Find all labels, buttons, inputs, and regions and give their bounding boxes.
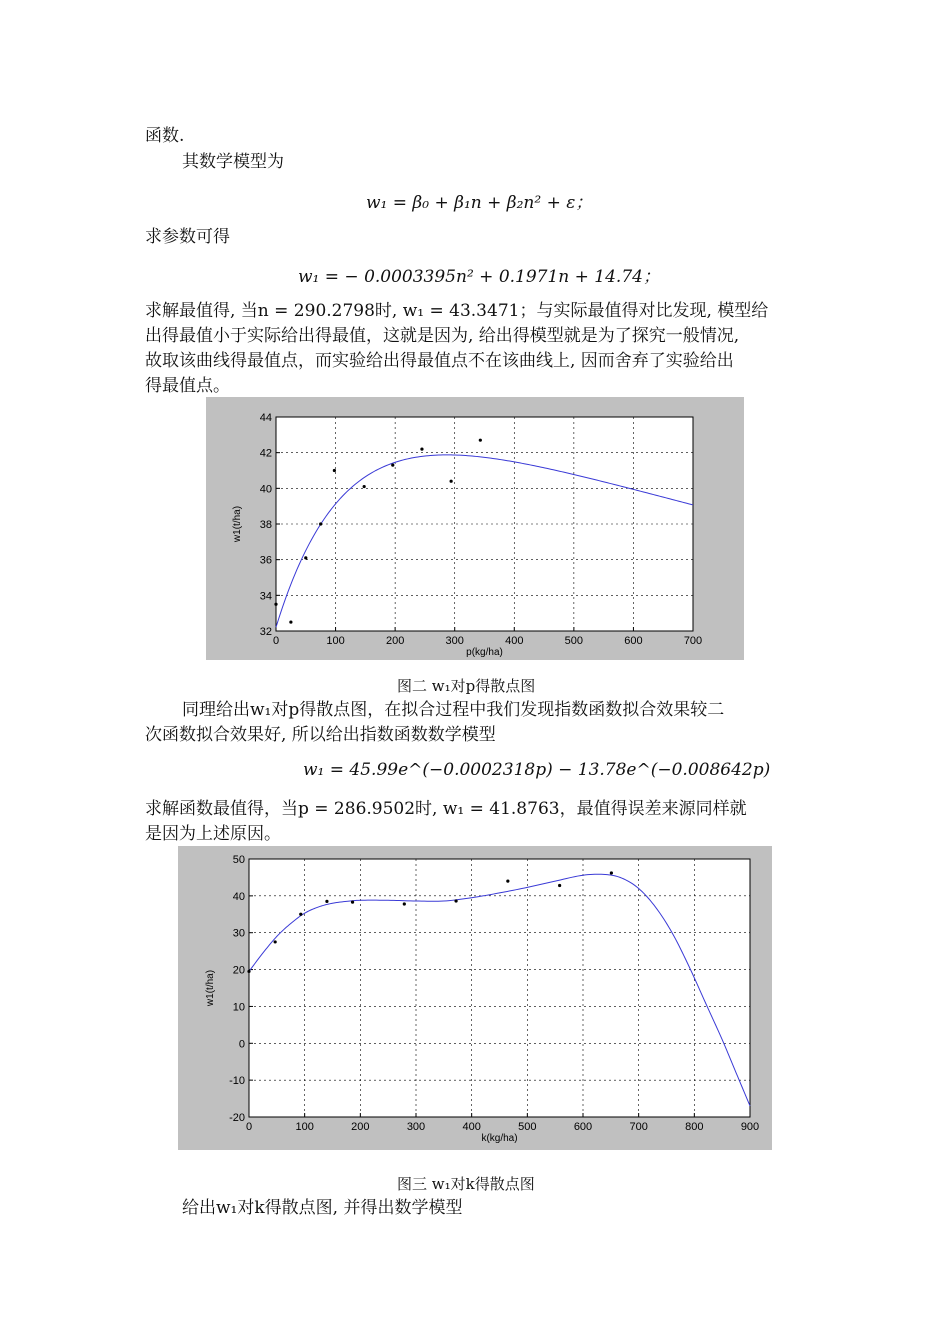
- data-point: [351, 901, 354, 904]
- figure-3-panel: [178, 846, 772, 1150]
- plot-area: [249, 859, 750, 1117]
- y-tick-label: 40: [232, 890, 245, 903]
- x-tick-label: 200: [351, 1121, 370, 1133]
- equation-exponential-model: w₁ = 45.99e^(−0.0002318p) − 13.78e^(−0.008642p): [303, 760, 771, 780]
- para-result-line-3: 故取该曲线得最值点，而实验给出得最值点不在该曲线上, 因而舍弃了实验给出: [145, 351, 734, 371]
- y-axis-label: w1(t/ha): [232, 505, 243, 543]
- y-tick-label: 42: [259, 447, 272, 460]
- para-params-intro: 求参数可得: [145, 227, 230, 247]
- data-point: [403, 902, 406, 905]
- y-tick-label: 40: [259, 483, 272, 496]
- y-tick-label: -10: [229, 1075, 245, 1088]
- data-point: [274, 940, 277, 943]
- para-function-end: 函数.: [145, 126, 185, 146]
- y-tick-label: 38: [259, 519, 272, 531]
- data-point: [454, 899, 457, 902]
- y-tick-label: 50: [232, 854, 245, 866]
- figure-2-caption: 图二 w₁对p得散点图: [397, 677, 536, 695]
- x-axis-label: k(kg/ha): [481, 1133, 518, 1144]
- x-tick-label: 400: [505, 635, 524, 647]
- x-tick-label: 300: [406, 1121, 426, 1133]
- x-tick-label: 0: [272, 635, 280, 647]
- x-tick-label: 500: [564, 635, 584, 647]
- data-point: [333, 469, 336, 472]
- y-tick-label: 20: [232, 964, 245, 977]
- data-point: [247, 970, 250, 973]
- data-point: [304, 556, 307, 559]
- y-tick-label: 32: [259, 626, 272, 638]
- data-point: [289, 620, 292, 623]
- para-k-model-intro: 给出w₁对k得散点图, 并得出数学模型: [182, 1198, 463, 1218]
- para-exp-line-2: 次函数拟合效果好, 所以给出指数函数数学模型: [145, 725, 496, 745]
- y-tick-label: 36: [259, 554, 272, 567]
- data-point: [610, 871, 613, 874]
- data-point: [450, 480, 453, 483]
- data-point: [558, 884, 561, 887]
- para-exp-result-1: 求解函数最值得，当p = 286.9502时, w₁ = 41.8763，最值得误差来源同样就: [145, 799, 747, 819]
- x-tick-label: 400: [462, 1121, 481, 1133]
- data-point: [420, 448, 423, 451]
- x-tick-label: 700: [629, 1121, 648, 1133]
- y-tick-label: 44: [259, 412, 272, 424]
- y-tick-label: 34: [259, 590, 272, 603]
- para-result-line-1: 求解最值得, 当n = 290.2798时, w₁ = 43.3471；与实际最值得对比发现, 模型给: [145, 301, 769, 321]
- x-tick-label: 900: [740, 1121, 760, 1133]
- figure-2-panel: [206, 397, 744, 660]
- chart-w1-vs-p: [206, 397, 744, 660]
- para-model-intro: 其数学模型为: [182, 152, 284, 172]
- data-point: [479, 439, 482, 442]
- x-axis-label: p(kg/ha): [466, 647, 503, 658]
- data-point: [363, 485, 366, 488]
- x-tick-label: 300: [445, 635, 464, 647]
- para-result-line-2: 出得最值小于实际给出得最值，这就是因为, 给出得模型就是为了探究一般情况,: [145, 326, 740, 346]
- equation-fitted-quadratic: w₁ = − 0.0003395n² + 0.1971n + 14.74；: [298, 267, 660, 287]
- plot-area: [276, 417, 693, 631]
- y-tick-label: 0: [238, 1038, 245, 1051]
- y-tick-label: -20: [229, 1112, 245, 1124]
- y-axis-label: w1(t/ha): [205, 969, 216, 1007]
- x-tick-label: 100: [326, 635, 345, 647]
- x-tick-label: 100: [295, 1121, 314, 1133]
- chart-w1-vs-k: [178, 846, 772, 1150]
- x-tick-label: 200: [385, 635, 405, 647]
- y-tick-label: 10: [232, 1001, 245, 1014]
- x-tick-label: 0: [245, 1121, 253, 1133]
- figure-3-caption: 图三 w₁对k得散点图: [397, 1175, 535, 1193]
- y-tick-label: 30: [232, 927, 245, 940]
- data-point: [274, 603, 277, 606]
- x-tick-label: 600: [624, 635, 643, 647]
- equation-quadratic-model: w₁ = β₀ + β₁n + β₂n² + ε；: [366, 193, 593, 213]
- data-point: [299, 913, 302, 916]
- data-point: [319, 522, 322, 525]
- data-point: [506, 880, 509, 883]
- data-point: [325, 900, 328, 903]
- x-tick-label: 500: [518, 1121, 537, 1133]
- x-tick-label: 700: [683, 635, 703, 647]
- data-point: [391, 464, 394, 467]
- para-exp-line-1: 同理给出w₁对p得散点图，在拟合过程中我们发现指数函数拟合效果较二: [182, 700, 725, 720]
- x-tick-label: 600: [573, 1121, 593, 1133]
- x-tick-label: 800: [685, 1121, 704, 1133]
- para-result-line-4: 得最值点。: [145, 376, 230, 396]
- para-exp-result-2: 是因为上述原因。: [145, 824, 281, 844]
